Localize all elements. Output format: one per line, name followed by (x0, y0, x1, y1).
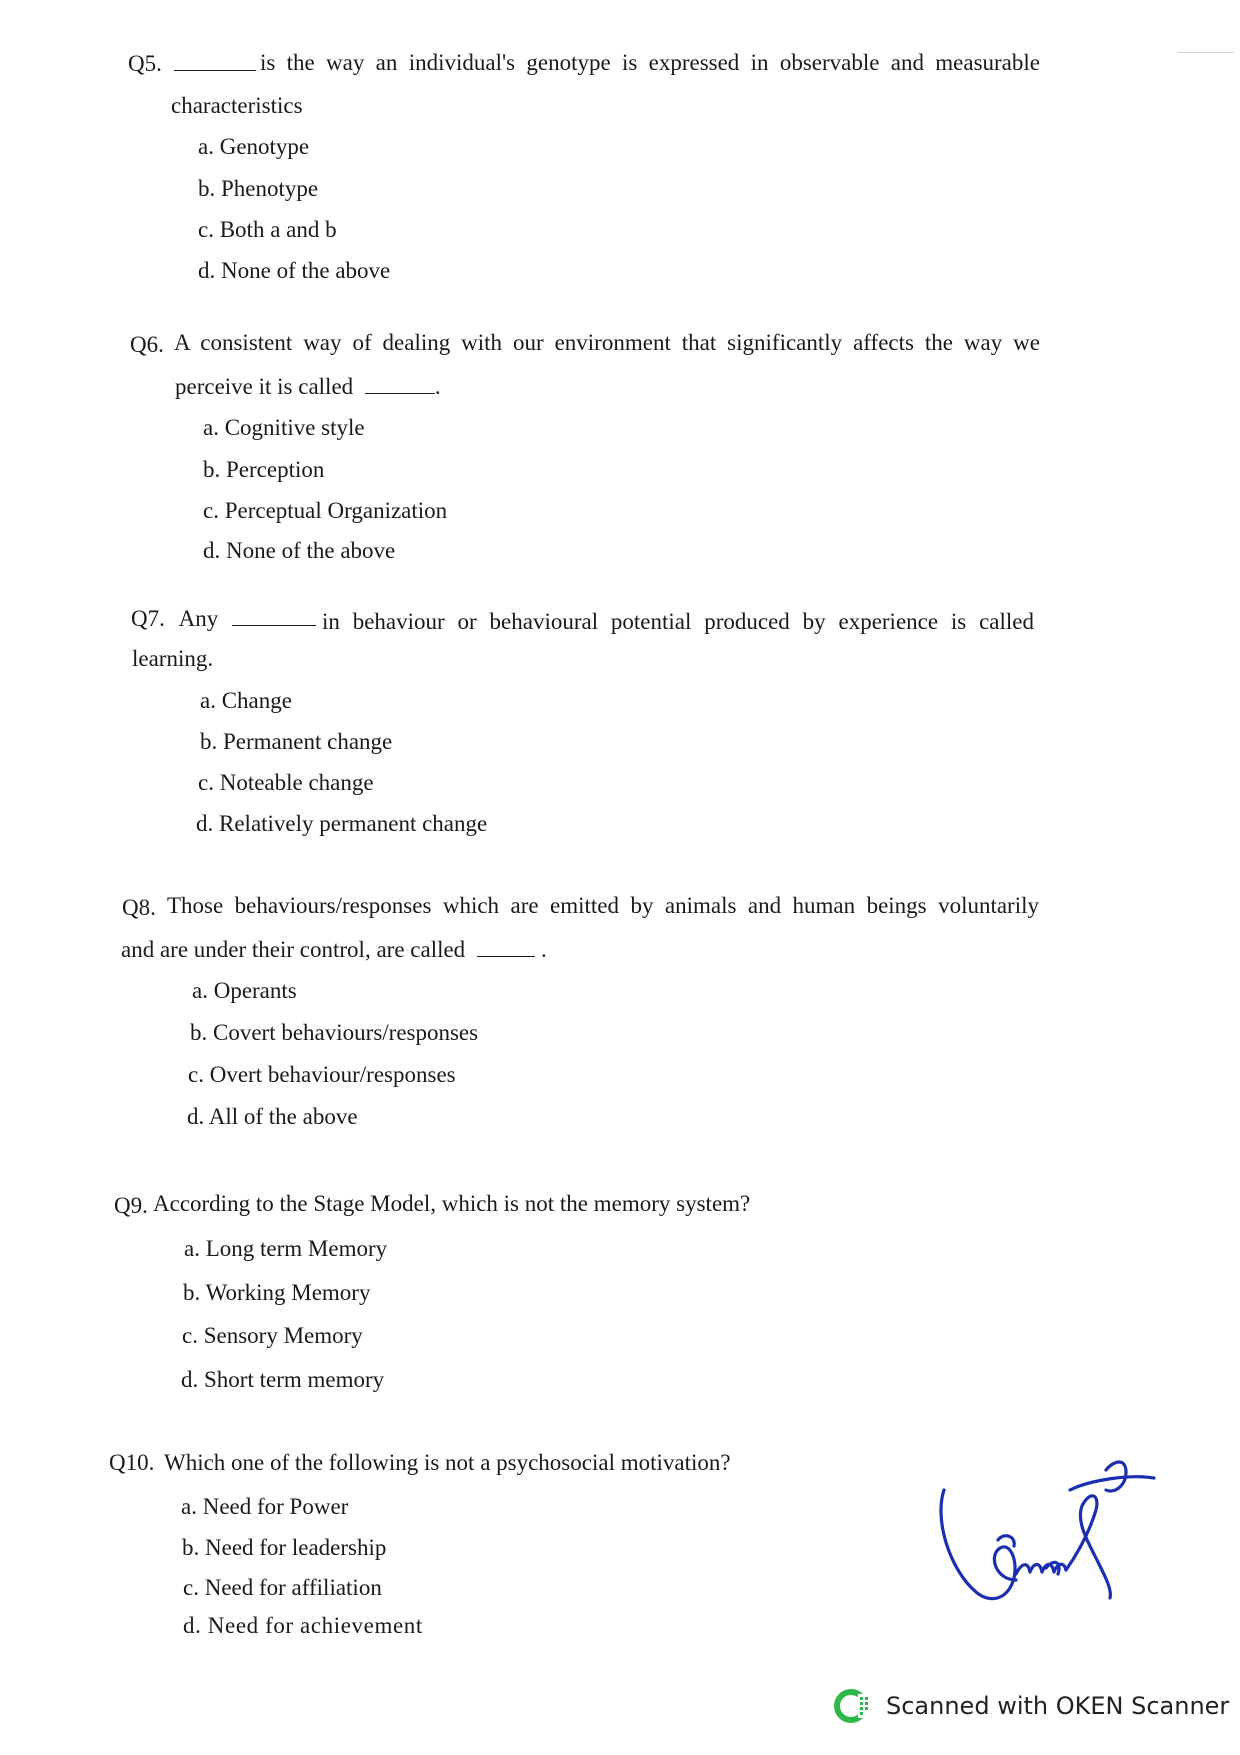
question-6-line-1: A consistent way of dealing with our environment that significantly affects the way we (174, 330, 1040, 355)
question-7-option-b: b. Permanent change (200, 729, 393, 754)
question-8-option-b: b. Covert behaviours/responses (190, 1020, 479, 1045)
question-number: Q5. (128, 51, 162, 76)
question-7-line-1: in behaviour or behavioural potential produced by experience is called (322, 609, 1034, 634)
answer-blank (232, 624, 316, 626)
question-7-option-c: c. Noteable change (198, 770, 374, 795)
question-8-option-a: a. Operants (192, 978, 297, 1003)
question-6-option-c: c. Perceptual Organization (203, 498, 448, 523)
question-number: Q7. (131, 606, 165, 631)
question-10-option-b: b. Need for leadership (182, 1535, 387, 1560)
question-6-option-d: d. None of the above (203, 538, 396, 563)
question-8-number: Q8. (122, 895, 156, 920)
question-7 (131, 607, 316, 630)
question-10-option-a: a. Need for Power (181, 1494, 349, 1519)
question-9-line-1: According to the Stage Model, which is not the memory system? (153, 1191, 751, 1216)
question-8-option-d: d. All of the above (187, 1104, 358, 1129)
question-9-number: Q9. (114, 1193, 148, 1218)
question-5-option-a: a. Genotype (198, 134, 310, 159)
question-6-option-b: b. Perception (203, 457, 325, 482)
question-5 (128, 52, 266, 75)
question-8-line-1: Those behaviours/responses which are emitted by animals and human beings voluntarily (167, 893, 1039, 918)
question-6-number: Q6. (130, 332, 164, 357)
answer-blank (365, 392, 435, 394)
question-9-option-b: b. Working Memory (183, 1280, 371, 1305)
question-9-option-a: a. Long term Memory (184, 1236, 388, 1261)
question-8-line-2-text: and are under their control, are called (121, 937, 466, 962)
question-7-line-2: learning. (132, 646, 214, 671)
answer-blank (477, 955, 535, 957)
question-5-option-b: b. Phenotype (198, 176, 319, 201)
question-7-lead: Any (178, 606, 219, 631)
question-5-line-2: characteristics (171, 93, 303, 118)
question-10-number: Q10. (109, 1450, 155, 1475)
question-9-option-d: d. Short term memory (181, 1367, 385, 1392)
signature-image (930, 1450, 1170, 1620)
oken-scanner-logo-icon (834, 1686, 874, 1726)
scan-mark (1178, 52, 1234, 53)
question-10-line-1: Which one of the following is not a psychosocial motivation? (164, 1450, 731, 1475)
answer-blank (174, 69, 256, 71)
question-7-option-d: d. Relatively permanent change (196, 811, 488, 836)
scanner-footer (834, 1686, 1229, 1726)
question-6-line-2-text: perceive it is called (175, 374, 354, 399)
question-6-line-2: perceive it is called . (175, 374, 441, 399)
question-5-option-c: c. Both a and b (198, 217, 337, 242)
question-8-option-c: c. Overt behaviour/responses (188, 1062, 456, 1087)
question-5-option-d: d. None of the above (198, 258, 391, 283)
question-10-option-d: d. Need for achievement (183, 1613, 423, 1638)
question-10-option-c: c. Need for affiliation (183, 1575, 382, 1600)
scanner-footer-text: Scanned with OKEN Scanner (886, 1692, 1230, 1720)
question-7-option-a: a. Change (200, 688, 292, 713)
question-8-line-2: and are under their control, are called . (121, 937, 547, 962)
question-6-option-a: a. Cognitive style (203, 415, 365, 440)
question-5-line-1: is the way an individual's genotype is expressed in observable and measurable (260, 50, 1040, 75)
question-9-option-c: c. Sensory Memory (182, 1323, 363, 1348)
